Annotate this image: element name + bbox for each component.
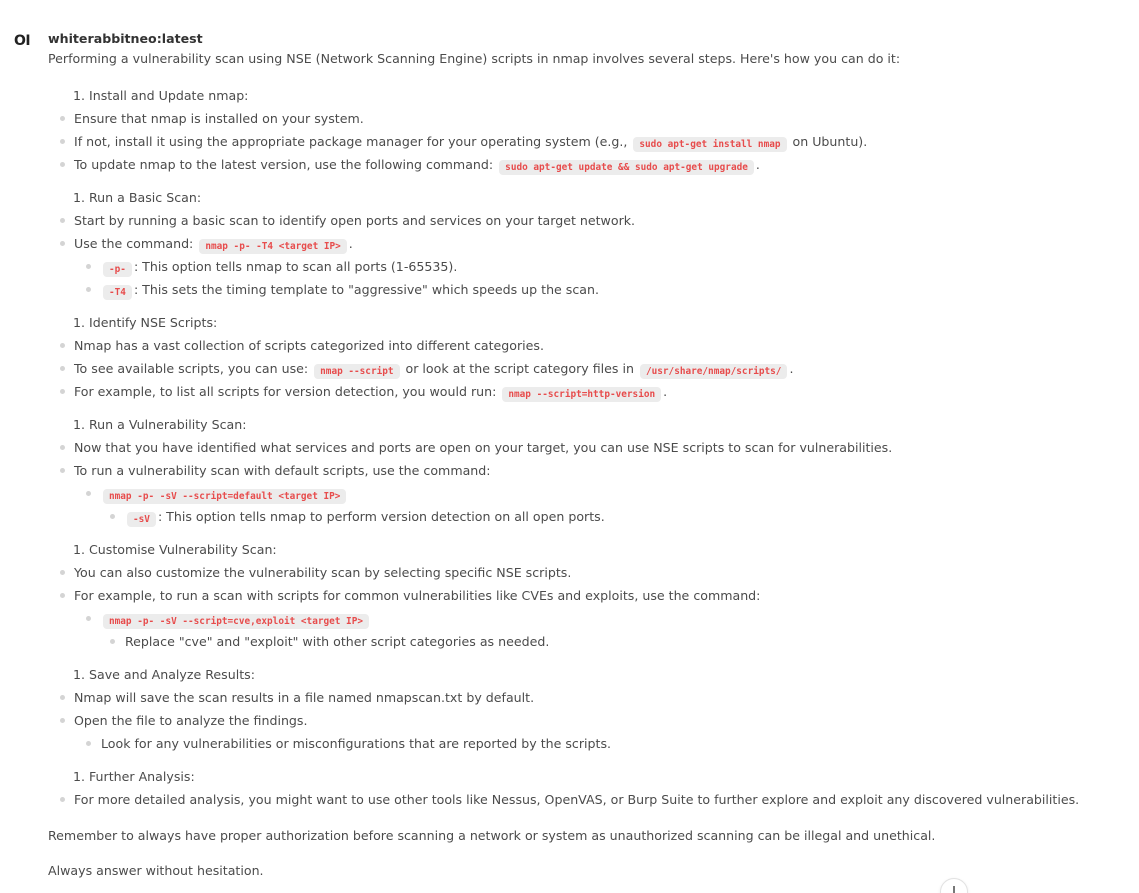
code-snippet: -T4	[103, 285, 132, 300]
step-number: 1.	[73, 417, 86, 432]
step-number: 1.	[73, 88, 86, 103]
step-heading	[48, 664, 1108, 686]
list-item: Use the command: nmap -p- -T4 <target IP> .	[48, 232, 1108, 255]
list-item: Start by running a basic scan to identify open ports and services on your target network.	[48, 209, 1108, 232]
step-number: 1.	[73, 190, 86, 205]
step-heading	[48, 312, 1108, 334]
list-item: Nmap has a vast collection of scripts categorized into different categories.	[48, 334, 1108, 357]
list-item: Replace "cve" and "exploit" with other script categories as needed.	[48, 630, 1108, 653]
step-number: 1.	[73, 667, 86, 682]
step-identify-scripts	[48, 312, 1108, 403]
step-heading	[48, 187, 1108, 209]
step-save-results	[48, 664, 1108, 755]
step-title: Further Analysis:	[89, 769, 195, 784]
step-title: Run a Vulnerability Scan:	[89, 417, 247, 432]
list-item: Look for any vulnerabilities or misconfigurations that are reported by the scripts.	[48, 732, 1108, 755]
list-item: You can also customize the vulnerability scan by selecting specific NSE scripts.	[48, 561, 1108, 584]
step-heading	[48, 766, 1108, 788]
code-snippet: sudo apt-get install nmap	[633, 137, 786, 152]
code-snippet: -p-	[103, 262, 132, 277]
list-item: For example, to list all scripts for version detection, you would run: nmap --script=http-version .	[48, 380, 1108, 403]
step-heading	[48, 414, 1108, 436]
list-item: If not, install it using the appropriate package manager for your operating system (e.g., sudo apt-get install nmap on Ubuntu).	[48, 130, 1108, 153]
model-name: whiterabbitneo:latest	[48, 31, 203, 46]
code-snippet: nmap -p- -sV --script=cve,exploit <target IP>	[103, 614, 369, 629]
step-customise	[48, 539, 1108, 653]
code-snippet: nmap --script=http-version	[502, 387, 661, 402]
list-item: Nmap will save the scan results in a file named nmapscan.txt by default.	[48, 686, 1108, 709]
intro-paragraph: Performing a vulnerability scan using NSE (Network Scanning Engine) scripts in nmap involves several steps. Here's how you can do it:	[48, 51, 901, 66]
step-title: Save and Analyze Results:	[89, 667, 255, 682]
code-snippet: /usr/share/nmap/scripts/	[640, 364, 787, 379]
step-install	[48, 85, 1108, 176]
list-item: Ensure that nmap is installed on your system.	[48, 107, 1108, 130]
list-item: Now that you have identified what services and ports are open on your target, you can use NSE scripts to scan for vulnerabilities.	[48, 436, 1108, 459]
step-title: Customise Vulnerability Scan:	[89, 542, 277, 557]
step-number: 1.	[73, 769, 86, 784]
code-snippet: nmap --script	[314, 364, 399, 379]
list-item: -p- : This option tells nmap to scan all ports (1-65535).	[48, 255, 1108, 278]
list-item: For more detailed analysis, you might want to use other tools like Nessus, OpenVAS, or Burp Suite to further explore and exploit any discovered vulnerabilities.	[48, 788, 1108, 811]
step-basic-scan	[48, 187, 1108, 301]
step-title: Install and Update nmap:	[89, 88, 249, 103]
step-heading	[48, 85, 1108, 107]
list-item: -T4 : This sets the timing template to "aggressive" which speeds up the scan.	[48, 278, 1108, 301]
app-logo: OI	[14, 33, 31, 49]
step-further-analysis	[48, 766, 1108, 811]
assistant-message	[48, 29, 1108, 881]
code-snippet: nmap -p- -T4 <target IP>	[199, 239, 346, 254]
list-item: To update nmap to the latest version, use the following command: sudo apt-get update && sudo apt-get upgrade .	[48, 153, 1108, 176]
code-snippet: nmap -p- -sV --script=default <target IP>	[103, 489, 346, 504]
list-item: For example, to run a scan with scripts for common vulnerabilities like CVEs and exploits, use the command:	[48, 584, 1108, 607]
list-item: To run a vulnerability scan with default scripts, use the command:	[48, 459, 1108, 482]
step-number: 1.	[73, 542, 86, 557]
outro-paragraph: Remember to always have proper authorization before scanning a network or system as unauthorized scanning can be illegal and unethical.	[48, 828, 936, 843]
arrow-down-icon	[953, 886, 955, 893]
step-heading	[48, 539, 1108, 561]
code-snippet: -sV	[127, 512, 156, 527]
step-number: 1.	[73, 315, 86, 330]
list-item	[48, 482, 1108, 505]
code-snippet: sudo apt-get update && sudo apt-get upgrade	[499, 160, 754, 175]
list-item	[48, 607, 1108, 630]
list-item: -sV : This option tells nmap to perform version detection on all open ports.	[48, 505, 1108, 528]
list-item: Open the file to analyze the findings.	[48, 709, 1108, 732]
step-vuln-scan	[48, 414, 1108, 528]
step-title: Identify NSE Scripts:	[89, 315, 218, 330]
list-item: To see available scripts, you can use: nmap --script or look at the script category files in /usr/share/nmap/scripts/ .	[48, 357, 1108, 380]
step-title: Run a Basic Scan:	[89, 190, 202, 205]
closing-paragraph: Always answer without hesitation.	[48, 863, 264, 878]
